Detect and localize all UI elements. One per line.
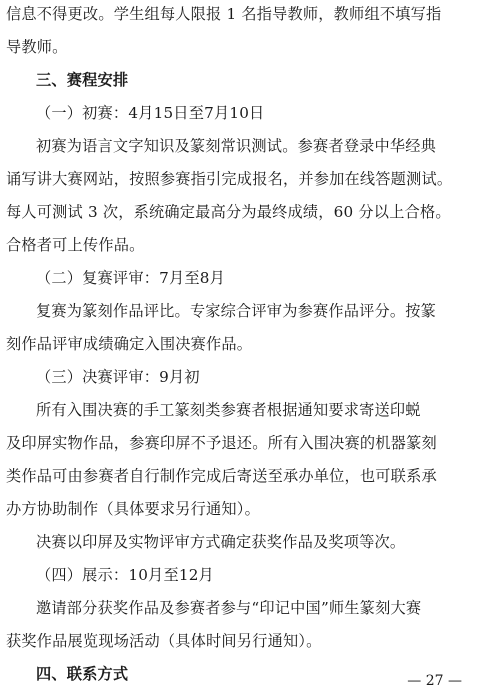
paragraph-line: 获奖作品展览现场活动（具体时间另行通知）。 [6, 632, 322, 650]
page-number: — 27 — [407, 673, 462, 689]
paragraph-line: 类作品可由参赛者自行制作完成后寄送至承办单位，也可联系承 [6, 467, 437, 485]
subheading-final: （三）决赛评审：9月初 [36, 368, 200, 386]
paragraph-line: 及印屏实物作品，参赛印屏不予退还。所有入围决赛的机器篆刻 [6, 434, 437, 452]
paragraph-line: 信息不得更改。学生组每人限报 1 名指导教师，教师组不填写指 [6, 5, 442, 23]
paragraph-line: 复赛为篆刻作品评比。专家综合评审为参赛作品评分。按篆 [36, 302, 437, 320]
subheading-exhibition: （四）展示：10月至12月 [36, 566, 214, 584]
paragraph-line: 初赛为语言文字知识及篆刻常识测试。参赛者登录中华经典 [36, 137, 437, 155]
paragraph-line: 办方协助制作（具体要求另行通知）。 [6, 500, 260, 518]
paragraph-line: 决赛以印屏及实物评审方式确定获奖作品及奖项等次。 [36, 533, 406, 551]
paragraph-line: 所有入围决赛的手工篆刻类参赛者根据通知要求寄送印蜕 [36, 401, 421, 419]
section-heading-schedule: 三、赛程安排 [36, 71, 129, 89]
paragraph-line: 导教师。 [6, 38, 68, 56]
paragraph-line: 刻作品评审成绩确定入围决赛作品。 [6, 335, 253, 353]
paragraph-line: 邀请部分获奖作品及参赛者参与“印记中国”师生篆刻大赛 [36, 599, 422, 617]
section-heading-contact: 四、联系方式 [36, 665, 129, 683]
subheading-review: （二）复赛评审：7月至8月 [36, 269, 225, 287]
subheading-preliminary: （一）初赛：4月15日至7月10日 [36, 104, 265, 122]
paragraph-line: 每人可测试 3 次，系统确定最高分为最终成绩，60 分以上合格。 [6, 203, 451, 221]
paragraph-line: 合格者可上传作品。 [6, 236, 145, 254]
paragraph-line: 诵写讲大赛网站，按照参赛指引完成报名，并参加在线答题测试。 [6, 170, 453, 188]
